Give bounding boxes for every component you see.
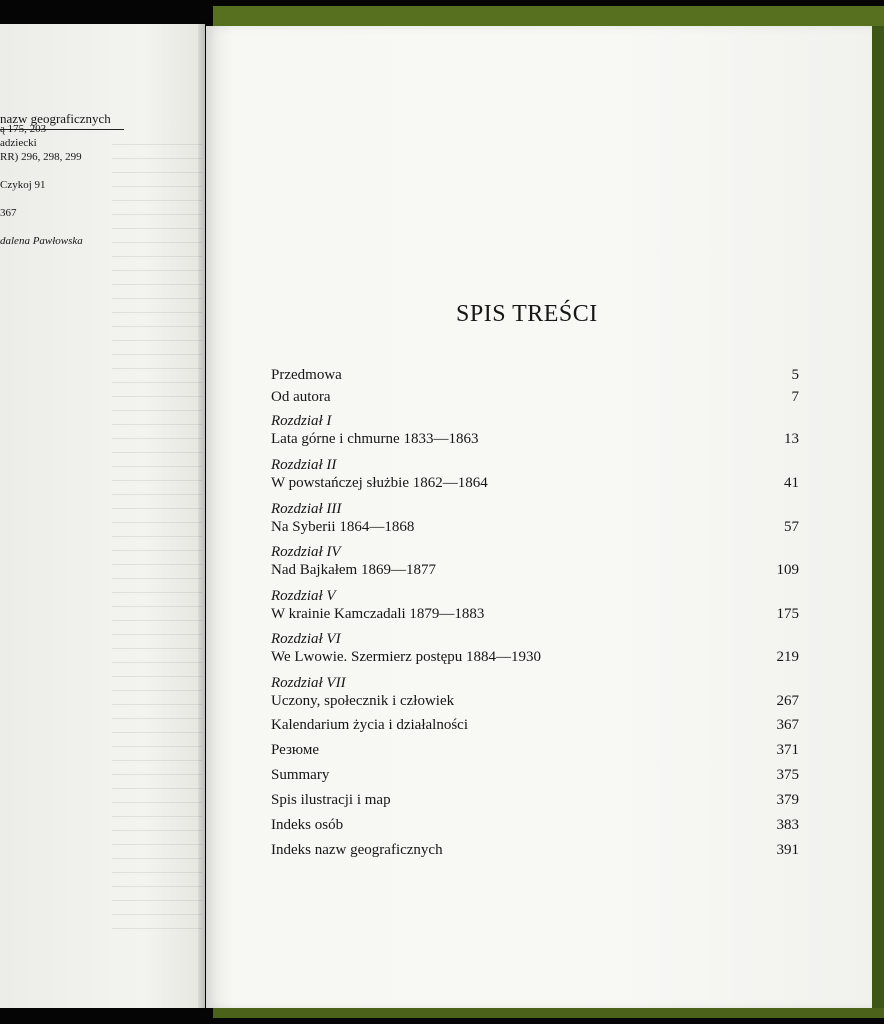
- toc-entry-title: Summary: [271, 767, 330, 783]
- toc-row: [271, 841, 799, 859]
- toc-entry-title: Uczony, społecznik i człowiek: [271, 693, 455, 709]
- toc-entry-title: W powstańczej służbie 1862—1864: [271, 475, 488, 491]
- toc-chapter-label: Rozdział VII: [271, 675, 346, 691]
- toc-entry: [271, 674, 799, 710]
- left-page-line: adziecki: [0, 137, 37, 149]
- toc-entry-title: Lata górne i chmurne 1833—1863: [271, 431, 479, 447]
- toc-entry: [271, 412, 799, 448]
- left-page-line: 367: [0, 207, 17, 219]
- toc-entry: [271, 587, 799, 623]
- toc-entry-title: Резюме: [271, 742, 320, 758]
- toc-page-number: 383: [776, 817, 799, 833]
- left-page-line: RR) 296, 298, 299: [0, 151, 82, 163]
- toc-row: [271, 692, 799, 710]
- toc-row: [271, 766, 799, 784]
- toc-page-number: 379: [776, 792, 799, 808]
- toc-page-number: 371: [776, 742, 799, 758]
- toc-entry: [271, 841, 799, 859]
- toc-page-number: 7: [791, 389, 799, 405]
- toc-entry-title: Kalendarium życia i działalności: [271, 717, 468, 733]
- toc-entry: [271, 741, 799, 759]
- toc-row: [271, 518, 799, 536]
- toc-row: [271, 561, 799, 579]
- toc-page-number: 109: [776, 562, 799, 578]
- left-page-heading: nazw geograficznych: [0, 111, 124, 130]
- toc-entry-title: Przedmowa: [271, 367, 342, 383]
- show-through-text: [112, 144, 202, 934]
- toc-page-number: 13: [784, 431, 799, 447]
- toc-row: [271, 366, 799, 384]
- toc-chapter-label: Rozdział V: [271, 588, 336, 604]
- toc-entry-title: Spis ilustracji i map: [271, 792, 391, 808]
- toc-entry-title: Indeks osób: [271, 817, 344, 833]
- toc-row: [271, 716, 799, 734]
- page-title: SPIS TREŚCI: [456, 301, 598, 327]
- toc-page-number: 5: [791, 367, 799, 383]
- toc-entry-title: Od autora: [271, 389, 331, 405]
- toc-page-number: 175: [776, 606, 799, 622]
- toc-entry: [271, 716, 799, 734]
- toc-row: [271, 388, 799, 406]
- toc-entry-title: We Lwowie. Szermierz postępu 1884—1930: [271, 649, 541, 665]
- toc-entry: [271, 543, 799, 579]
- toc-entry: [271, 500, 799, 536]
- toc-entry-title: Nad Bajkałem 1869—1877: [271, 562, 436, 578]
- toc-entry: [271, 630, 799, 666]
- toc-entry: [271, 366, 799, 384]
- toc-page-number: 219: [776, 649, 799, 665]
- left-page-line: ą 175, 203: [0, 123, 47, 135]
- toc-page-number: 367: [776, 717, 799, 733]
- toc-row: [271, 816, 799, 834]
- cover-edge: [872, 26, 884, 1008]
- left-page-credit: dalena Pawłowska: [0, 235, 83, 247]
- toc-entry: [271, 456, 799, 492]
- toc-page-number: 57: [784, 519, 799, 535]
- toc-row: [271, 648, 799, 666]
- left-page: [0, 24, 205, 1008]
- toc-entry: [271, 791, 799, 809]
- toc-row: [271, 791, 799, 809]
- toc-chapter-label: Rozdział II: [271, 457, 337, 473]
- toc-chapter-label: Rozdział III: [271, 501, 342, 517]
- toc-chapter-label: Rozdział I: [271, 413, 332, 429]
- toc-entry-title: Na Syberii 1864—1868: [271, 519, 415, 535]
- toc-entry: [271, 766, 799, 784]
- toc-row: [271, 741, 799, 759]
- toc-page-number: 267: [776, 693, 799, 709]
- toc-chapter-label: Rozdział IV: [271, 544, 341, 560]
- toc-row: [271, 474, 799, 492]
- toc-page-number: 41: [784, 475, 799, 491]
- toc-row: [271, 430, 799, 448]
- toc-page-number: 391: [776, 842, 799, 858]
- toc-chapter-label: Rozdział VI: [271, 631, 341, 647]
- left-page-line: Czykoj 91: [0, 179, 46, 191]
- toc-entry-title: W krainie Kamczadali 1879—1883: [271, 606, 485, 622]
- toc-entry-title: Indeks nazw geograficznych: [271, 842, 443, 858]
- toc-entry: [271, 388, 799, 406]
- cover-bottom-edge: [213, 1008, 884, 1018]
- toc-page-number: 375: [776, 767, 799, 783]
- toc-row: [271, 605, 799, 623]
- toc-entry: [271, 816, 799, 834]
